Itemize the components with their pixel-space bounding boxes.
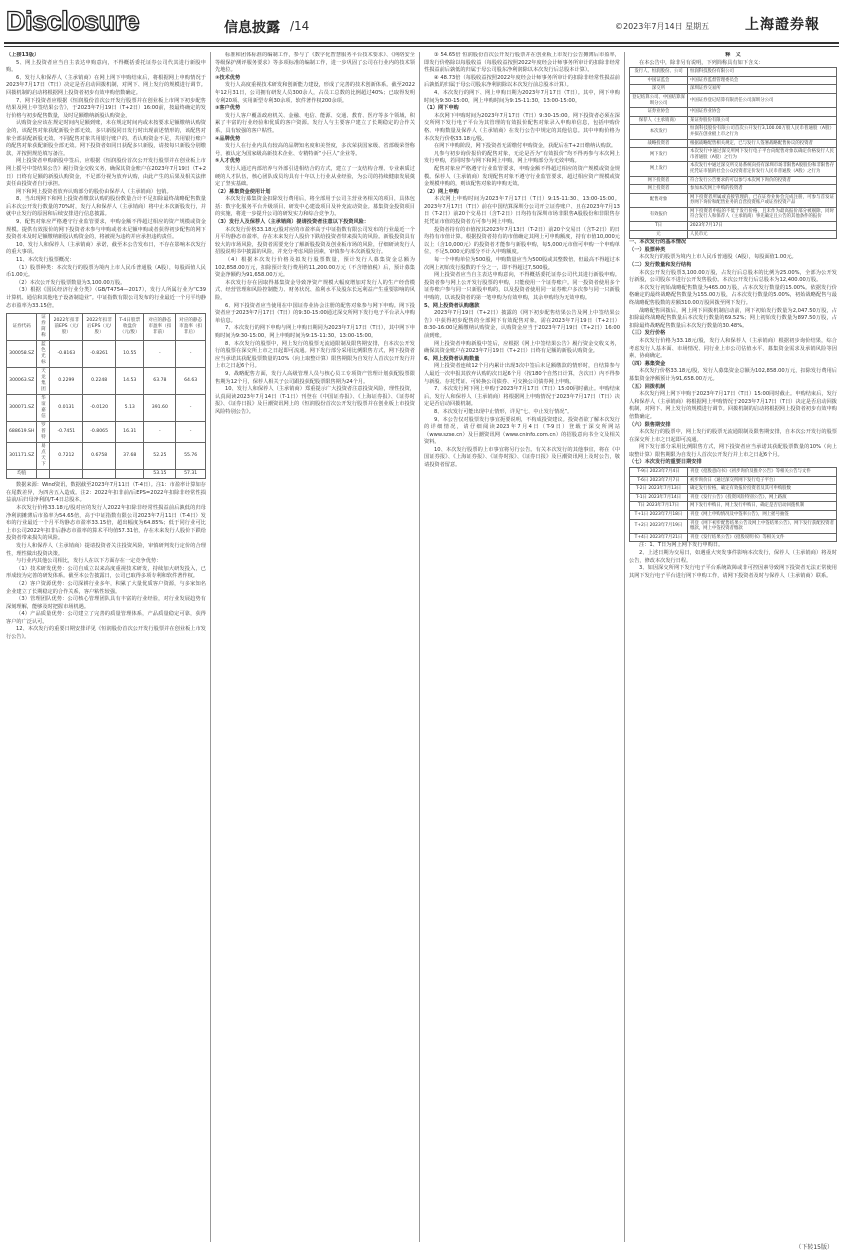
table-row [630,125,837,139]
paragraph: 5、网上投资者应当自主表达申购意向，不得概括委托证券公司代其进行新股申购。 [6,59,206,74]
subheading: （3）发行人及保荐人（主承销商）提请投资者注意以下投资风险： [215,219,370,226]
table-cell: 300058.SZ [7,341,37,368]
table-cell: - [176,422,206,443]
paragraph: 7、本次发行网下网上申购于2023年7月17日（T日）15:00同时截止。申购结束后，发行人和保荐人（主承销商）将根据网上申购情况于2023年7月17日（T日）决定是否启动回拨机制。 [424,386,620,408]
date-cell: T-2日 2023年7月13日 [630,485,688,494]
disclosure-logo: Disclosure [6,6,140,36]
subheading: （2）网上申购 [424,188,459,195]
definition-cell: 某证券股份有限公司 [687,116,836,125]
paragraph: 本次发行价格33.18元/股对应的市盈率高于中证指数有限公司发布的行业最近一个月平均静态市盈率，存在未来发行人股价下跌给投资者带来损失的风险。新股投资具有较大的市场风险，投资者需要充分了解新股投资及创业板市场的风险，仔细研读发行人招股说明书中披露的风险，并充分考虑风险因素，审慎参与本次新股发行。 [215,226,415,256]
term-cell: 证券业协会 [630,108,688,117]
table-cell: -0.7451 [50,422,83,443]
event-cell: 刊登《发行公告》《投资风险特别公告》，网上路演 [687,493,836,502]
definition-cell: 中国证券登记结算有限责任公司深圳分公司 [687,93,836,107]
term-cell: 深交所 [630,85,688,94]
table-row [630,116,837,125]
table-cell: 0.2248 [83,368,116,395]
paragraph: （4）根据本次发行价格及拟发行股票数量，预计发行人募集资金总额为102,858.00万元，扣除预计发行费用约11,200.00万元（不含增值税）后，预计募集资金净额约为91,658.00万元。 [215,257,415,279]
term-cell: 发行人、恒润股份、公司 [630,68,688,77]
paragraph: 8、本次发行可能出现中止情形，详见“七、中止发行情况”。 [434,408,573,415]
subheading: （2）募集资金使用计划 [215,188,271,195]
paragraph: 投资者持有的市值按其2023年7月13日（T-2日）前20个交易日（含T-2日）的日均持有市值计算。根据投资者持有的市值确定其网上可申购额度，持有市值10,000元以上（含10,000元）的投资者才能参与新股申购，每5,000元市值可申购一个申购单位，不足5,000元的部分不计入申购额度。 [424,226,620,256]
table-row [630,68,837,77]
term-cell: 元 [630,230,688,239]
table-cell: - [176,341,206,368]
continued-footer: （下转15版） [795,1244,833,1251]
table-row [7,443,206,470]
paragraph: 网上投资者申购新股中签后，应根据《恒润股份首次公开发行股票并在创业板上市网上摇号中签结果公告》履行资金交收义务，确保其资金账户在2023年7月19日（T+2日）日终有足额的新股认购资金，不足部分视为放弃认购，由此产生的后果及相关法律责任由投资者自行承担。 [6,158,206,188]
event-cell: 网下发行申购日，网上发行申购日，确定是否启动回拨机制 [687,502,836,511]
date-cell: T-9日 2023年7月4日 [630,468,688,477]
paragraph: 网上投资者连续12个月内累计出现3次中签后未足额缴款的情形时，自结算参与人最近一次申报其放弃认购的次日起6个月（按180个自然日计算，含次日）内不得参与新股、存托凭证、可转换公司债券、可交换公司债券网上申购。 [424,363,620,385]
table-cell: 14.53 [116,368,144,395]
subheading: ③客户优势 [215,105,241,112]
term-cell: 战略投资者 [630,139,688,148]
column-divider [419,52,420,1242]
table-cell: -0.8163 [50,341,83,368]
paragraph: （1）技术研发优势：公司自成立以来高度重视技术研发，持续加大研发投入，已形成较为完善的研发体系。截至本公告披露日，公司已取得多项专利和软件著作权。 [6,565,206,580]
event-cell: 刊登《招股意向书》《初步询价及推介公告》等相关公告与文件 [687,468,836,477]
table-cell: 301171.SZ [7,443,37,470]
table-header-cell: 2022年扣非后EPS（元/股） [83,314,116,341]
table-cell: 391.60 [144,395,176,422]
paragraph: 发行人通过内部培养与外部引进相结合的方式，建立了一支结构合理、专业素质过硬的人才队伍，核心团队成员均具有十年以上行业从业经验，为公司的持续健康发展奠定了坚实基础。 [215,165,415,188]
paragraph: 12、本次发行的重要日期安排详见《恒润股份首次公开发行股票并在创业板上市发行公告》。 [6,626,206,641]
definition-cell: 参加本次网上申购的投资者 [687,185,836,194]
paragraph: 本次发行价格为33.18元/股，发行人和保荐人（主承销商）根据初步询价结果，综合考虑发行人基本面、市场情况、同行业上市公司估值水平、募集资金需求及承销风险等因素，协商确定。 [629,337,837,360]
paragraph: 凡参与初步询价报价的配售对象，无论是否为“有效报价”均不得再参与本次网上发行申购，若同时参与网下和网上申购，网上申购部分为无效申购。 [424,150,620,165]
paragraph: （1）股票种类：本次发行的股票为境内上市人民币普通股（A股），每股面值人民币1.00元。 [6,264,206,279]
table-row [630,162,837,176]
table-row [630,533,837,542]
paragraph: 7、本次发行的网下申购与网上申购日期同为2023年7月17日（T日），其中网下申购时间为9:30-15:00，网上申购时间为9:15-11:30，13:00-15:00。 [215,325,415,339]
paragraph: （2）客户资源优势：公司深耕行业多年，积累了大量优质客户资源，与多家知名企业建立了长期稳定的合作关系，客户粘性较强。 [6,580,206,595]
paragraph: 网下和网上投资者放弃认购部分的股份由保荐人（主承销商）包销。 [16,188,172,195]
term-cell: 本次发行 [630,125,688,139]
table-cell: 0.7212 [50,443,83,470]
table-cell [83,470,116,479]
table-cell: 均值 [7,470,37,479]
subheading: （三）发行价格 [629,330,666,337]
table-row [630,493,837,502]
event-cell: 刊登《发行结果公告》《招股说明书》等相关文件 [687,533,836,542]
paragraph: 发行人客户覆盖政府机关、金融、电信、能源、交通、教育、医疗等多个领域，积累了丰富的行业经验和优质的客户资源。发行人与主要客户建立了长期稳定的合作关系，具有较强的客户粘性。 [215,112,415,134]
table-row [630,148,837,162]
table-cell: - [144,422,176,443]
section-title: 信息披露 [224,20,280,36]
table-row [630,222,837,231]
table-header-cell: 对应的静态市盈率（扣非后） [176,314,206,341]
table-cell [50,470,83,479]
paragraph: （4）产品质量优势：公司建立了完善的质量管理体系，产品质量稳定可靠，获得客户的广泛认可。 [6,611,206,625]
article-column-4 [629,52,837,1240]
table-cell: 蓝色光标 [37,341,50,368]
table-cell: 10.55 [116,341,144,368]
page-number: /14 [290,19,310,33]
table-cell [37,470,50,479]
table-row [630,93,837,107]
paragraph: 本次发行初始战略配售数量为465.00万股，占本次发行数量的15.00%。依据发行价格确定的最终战略配售数量为155.00万股，占本次发行数量的5.00%，初始战略配售与最终战略配售股数的差额310.00万股回拨至网下发行。 [629,284,837,306]
table-header-cell: 证券代码 [7,314,37,341]
paragraph: 10、发行人和保荐人（主承销商）承诺，截至本公告发布日，不存在影响本次发行的重大事项。 [6,241,206,256]
header-rule-thin [4,46,839,47]
subheading: （五）回拨机制 [629,383,666,390]
subheading: （七）本次发行的重要日期安排 [629,459,702,466]
definition-cell: 本次发行中通过深交所网下发行电子平台向配售对象以确定价格发行人民币普通股（A股）之行为 [687,148,836,162]
date-cell: T-6日 2023年7月7日 [630,476,688,485]
column-divider [210,52,211,1242]
table-row [630,485,837,494]
table-row [630,139,837,148]
paragraph: 网上投资者应当自主表达申购意向，不得概括委托证券公司代其进行新股申购。投资者参与网上公开发行股票的申购，只能使用一个证券账户。同一投资者使用多个证券账户参与同一只新股申购的，以及投资者使用同一证券账户多次参与同一只新股申购的，以该投资者的第一笔申购为有效申购，其余申购均为无效申购。 [424,272,620,301]
definition-cell: 本次发行中通过深交所交易系统向持有深圳市场非限售A股股份和非限售存托凭证市值的社会公众投资者定价发行人民币普通股（A股）之行为 [687,162,836,176]
table-row [630,85,837,94]
table-cell: 300063.SZ [7,368,37,395]
table-notes: 数据来源：Wind资讯，数据截至2023年7月11日（T-4日）。注1：市盈率计算如存在尾数差异，为四舍五入造成。注2：2022年扣非前/后EPS=2022年扣除非经常性损益前/后归母净利润/T-4日总股本。 [6,482,206,504]
paragraph: （3）根据《国民经济行业分类》（GB/T4754—2017），发行人所属行业为“C39 计算机、通信和其他电子设备制造业”。中证指数有限公司发布的行业最近一个月平均静态市盈率为33.15倍。 [6,287,206,309]
term-cell: 有效报价 [630,207,688,221]
paragraph: 4、本次发行的网下、网上申购日期为2023年7月17日（T日）。其中，网下申购时间为9:30-15:00，网上申购时间为9:15-11:30，13:00-15:00。 [424,89,620,104]
paragraph: 本次发行募集资金扣除发行费用后，将全部用于公司主营业务相关的项目，具体包括：数字化服务平台升级项目、研发中心建设项目及补充流动资金。募集资金投资项目的实施，将进一步提升公司的研发实力和综合竞争力。 [215,196,415,218]
paragraph: 网上投资者申购新股中签后，应根据《网上中签结果公告》履行资金交收义务，确保其资金账户在2023年7月19日（T+2日）日终有足额的新股认购资金。 [424,340,620,355]
term-cell: 配售对象 [630,193,688,207]
paragraph: 7、网下投资者应根据《恒润股份首次公开发行股票并在创业板上市网下初步配售结果及网上中签结果公告》，于2023年7月19日（T+2日）16:00前，按最终确定的发行价格与初步配售数量，及时足额缴纳新股认购资金。 [6,97,206,119]
article-column-3 [424,52,620,1240]
table-row [630,476,837,485]
note: 3、如因深交所网下发行电子平台系统故障或非可控因素导致网下投资者无法正常使用其网下发行电子平台进行网下申购工作，请网下投资者及时与保荐人（主承销商）联系。 [629,565,837,579]
term-cell: 网上发行 [630,162,688,176]
term-cell: 登记结算公司、中国结算深圳分公司 [630,93,688,107]
event-cell: 初步询价日（通过深交所网下发行电子平台） [687,476,836,485]
table-cell: 0.0131 [50,395,83,422]
term-cell: 保荐人（主承销商） [630,116,688,125]
paragraph: 本次网下申购时间为2023年7月17日（T日）9:30-15:00。网下投资者必须在深交所网下发行电子平台为其管理的有效报价配售对象录入申购单信息，包括申购价格、申购数量及保荐人（主承销商）在发行公告中规定的其他信息。其中申购价格为本次发行价格33.18元/股。 [424,112,620,142]
paragraph: 本次发行价格33.18元/股对应的发行人2022年扣除非经常性损益前后孰低的归母净利润摊薄后市盈率为54.65倍，高于中证指数有限公司2023年7月11日（T-4日）发布的行业最近一个月平均静态市盈率33.15倍，超出幅度为64.85%；低于同行业可比上市公司2022年扣非后静态市盈率的算术平均值57.31倍，存在未来发行人股价下跌给投资者带来损失的风险。 [6,504,206,542]
paragraph: 配售对象应严格遵守行业监管要求，申购金额不得超过相应的资产规模或资金规模。保荐人（主承销商）发现配售对象不遵守行业监管要求，超过相应资产规模或资金规模申购的，则该配售对象的申购无效。 [424,165,620,188]
masthead [0,0,843,40]
paragraph: 9、配售对象应严格遵守行业监管要求，申购金额不得超过相应的资产规模或资金规模。提供有效报价的网下投资者未参与申购或者未足额申购或者获得初步配售的网下投资者未及时足额缴纳新股认购资金的，将被视为违约并应承担违约责任。 [6,219,206,241]
table-cell: 53.15 [144,470,176,479]
header-rule [4,42,839,44]
date-cell: T+2日 2023年7月19日 [630,519,688,533]
paragraph: 本次发行的股票为境内上市人民币普通股（A股），每股面值1.00元。 [639,254,797,261]
table-cell: 57.31 [176,470,206,479]
table-row [7,368,206,395]
table-cell: -0.8065 [83,422,116,443]
paragraph: 发行人高度重视技术研发和创新能力建设，形成了完善的技术创新体系。截至2022年12月31日，公司拥有研发人员300余人，占员工总数的比例超过40%；已取得发明专利20项、实用新型专利30余项、软件著作权200余项。 [215,82,415,104]
subheading: （一）股票种类 [629,246,666,253]
subheading: 5、网上投资者认购缴款 [424,302,480,309]
paragraph: 本次网上申购时间为2023年7月17日（T日）9:15-11:30、13:00-15:00。2023年7月17日（T日）前在中国结算深圳分公司开立证券账户、且在2023年7月13日（T-2日）前20个交易日（含T-2日）日均持有深圳市场非限售A股股份和非限售存托凭证市值的投资者方可参与网上申购。 [424,196,620,226]
table-row [630,468,837,477]
article-column-2 [215,52,415,1240]
definition-cell: 根据战略配售相关规定，已与发行人签署战略配售协议的投资者 [687,139,836,148]
paragraph: 在网下申购阶段，网下投资者无需缴付申购资金，获配后在T+2日缴纳认购款。 [434,143,617,150]
schedule-table [629,467,837,542]
issue-date: ©2023年7月14日 星期五 [615,22,710,31]
table-cell [116,470,144,479]
table-row [630,207,837,221]
event-cell: 确定发行价格，确定有效报价投资者及其可申购股数 [687,485,836,494]
table-header-cell: 证券简称 [37,314,50,341]
date-cell: T+1日 2023年7月18日 [630,511,688,520]
paragraph: 8、本次发行的股票中，网上发行的股票无流通限制及限售期安排，自本次公开发行的股票在深交所上市之日起即可流通。网下发行部分采用比例限售方式，网下投资者应当承诺其获配股票数量的10%（向上取整计算）限售期限为自发行人首次公开发行并上市之日起6个月。 [215,340,415,370]
table-row [630,193,837,207]
table-row [630,519,837,533]
paragraph: 标准和团体标准的编制工作，参与了《数字化智慧服务平台技术要求》、《网络安全等级保护测评服务要求》等多项标准的编制工作，进一步巩固了公司在行业内的技术领先地位。 [215,52,415,74]
paragraph: 在本公告中，除非另有说明，下列简称具有如下含义： [639,59,764,66]
table-header-row [7,314,206,341]
term-cell: 网下投资者 [630,176,688,185]
subheading: （六）限售期安排 [629,421,671,428]
table-row [630,176,837,185]
table-cell: 0.2299 [50,368,83,395]
definition-cell: 人民币元 [687,230,836,239]
term-cell: T日 [630,222,688,231]
table-cell: -0.0120 [83,395,116,422]
paragraph: 8、当出现网下和网上投资者缴款认购的股份数量合计不足扣除最终战略配售数量后本次公开发行数量的70%时，发行人和保荐人（主承销商）将中止本次新股发行，并就中止发行的原因和后续安排进行信息披露。 [6,196,206,218]
date-cell: T日 2023年7月17日 [630,502,688,511]
table-row [630,230,837,239]
date-cell: T+4日 2023年7月21日 [630,533,688,542]
paragraph: 本次发行的股票中，网上发行的股票无流通限制及限售期安排，自本次公开发行的股票在深交所上市之日起即可流通。 [629,429,837,443]
table-cell: 5.13 [116,395,144,422]
definition-cell: 中国证券业协会 [687,108,836,117]
definition-cell: 中国证券监督管理委员会 [687,76,836,85]
term-cell: 网下发行 [630,148,688,162]
definitions-table [629,67,837,239]
note: 注：1、T日为网上网下发行申购日。 [639,542,724,549]
table-cell: - [176,395,206,422]
paragraph: 网下发行部分采用比例限售方式，网下投资者应当承诺其获配股票数量的10%（向上取整计算）限售期限为自发行人首次公开发行并上市之日起6个月。 [629,444,837,458]
paragraph: 发行人和保荐人（主承销商）提请投资者关注投资风险，审慎研判发行定价的合理性，理性做出投资决策。 [6,542,206,557]
table-cell: 300071.SZ [7,395,37,422]
paragraph: （3）管理团队优势：公司核心管理团队具有丰富的行业经验，对行业发展趋势有深刻理解，能够及时把握市场机遇。 [6,596,206,610]
paragraph: 6、发行人和保荐人（主承销商）在网上网下申购结束后，将根据网上申购情况于2023年7月17日（T日）决定是否启动回拨机制，对网下、网上发行的规模进行调节。回拨机制的启动将根据网上投资者初步有效申购倍数确定。 [6,74,206,96]
definition-cell: 符合发行公告要求的可以参与本次网下询价的投资者 [687,176,836,185]
paragraph: 每一个申购单位为500股，申购数量应当为500股或其整数倍，但最高不得超过本次网上初始发行股数的千分之一，即不得超过7,500股。 [424,257,620,271]
subheading: ②技术优势 [215,74,241,81]
table-row [630,76,837,85]
table-row [7,395,206,422]
paragraph: 11、本次发行股票概况： [16,257,75,264]
definition-cell: 网下投资者申报的不低于发行价格，且未作为最高报价部分被剔除，同时符合发行人和保荐人（主承销商）事先确定且公告的其他条件的报价 [687,207,836,221]
paragraph: 本次公开发行股票3,100.00万股，占发行后总股本的比例为25.00%，全部为公开发行新股，公司股东不进行公开发售股份。本次公开发行后总股本为12,400.00万股。 [629,269,837,284]
term-cell: 中国证监会 [630,76,688,85]
table-header-cell: 2022年扣非前EPS（元/股） [50,314,83,341]
article-column-1 [6,52,206,1240]
event-cell: 刊登《网上申购情况及中签率公告》，网上摇号抽签 [687,511,836,520]
paragraph: 发行人在行业内具有较高的品牌知名度和美誉度，多次荣获国家级、省部级荣誉称号，被认定为国家级高新技术企业、专精特新“小巨人”企业等。 [215,143,415,157]
paragraph: 本次发行存在因取得募集资金导致净资产规模大幅度增加对发行人的生产经营模式、经营管理和风险控制能力、财务状况、盈利水平及股东长远利益产生重要影响的风险。 [215,279,415,301]
continued-tag: （上接13版） [6,52,40,58]
paragraph: 本次发行价格33.18元/股，发行人募集资金总额为102,858.00万元，扣除发行费用后募集资金净额预计为91,658.00万元。 [629,368,837,382]
section-heading: 一、本次发行的基本情况 [629,239,687,246]
table-cell: 易点天下 [37,443,50,470]
paragraph: （2）本次公开发行股票数量为3,100.00万股。 [16,279,126,286]
table-header-cell: T-4日股票收盘价（元/股） [116,314,144,341]
table-cell: 天龙集团 [37,368,50,395]
paragraph: ③ 54.65倍 恒润股份首次公开发行股票并在创业板上市发行公告摊薄后市盈率，即发行价格除以每股收益（每股收益按照2022年度经会计师事务所审计的扣除非经常性损益前后孰低的归属于母公司股东净利润除以本次发行后总股本计算）。 [424,52,620,74]
paragraph: 9、战略配售方面，发行人高级管理人员与核心员工专项资产管理计划获配股票限售期为12个月，保荐人相关子公司跟投获配股票限售期为24个月。 [215,370,415,385]
table-cell: 0.6758 [83,443,116,470]
column-divider [624,52,625,1242]
definition-cell: 2023年7月17日 [687,222,836,231]
table-row [630,511,837,520]
paragraph: 认购资金应该在规定时间内足额到账，未在规定时间内或未按要求足额缴纳认购资金的，该配售对象获配新股全部无效。多只新股同日发行时出现前述情形的，该配售对象全部获配新股无效。不同配售对象共用银行账户的，若认购资金不足，共用银行账户的配售对象获配新股全部无效。网下投资者如同日获配多只新股，请按每只新股分别缴款，并按照规范填写备注。 [6,120,206,157]
paragraph: 本次发行网上网下申购于2023年7月17日（T日）15:00同时截止。申购结束后，发行人和保荐人（主承销商）将根据网上申购情况于2023年7月17日（T日）决定是否启动回拨机制，对网下、网上发行的规模进行调节。回拨机制的启动将根据网上投资者初步有效申购倍数确定。 [629,391,837,420]
subheading: ④品牌优势 [215,135,241,142]
table-row [7,422,206,443]
table-cell: 华谊嘉信 [37,395,50,422]
table-row [630,502,837,511]
table-cell: 37.68 [116,443,144,470]
table-header-cell: 对应的静态市盈率（扣非前） [144,314,176,341]
paragraph: 10、发行人和保荐人（主承销商）郑重提示广大投资者注意投资风险，理性投资，认真阅读2023年7月14日（T-1日）刊登在《中国证券报》、《上海证券报》、《证券时报》、《证券日报》及巨潮资讯网上的《恒润股份首次公开发行股票并在创业板上市投资风险特别公告》。 [215,386,415,415]
newspaper-brand: 上海證券報 [745,17,820,33]
table-cell: -0.8261 [83,341,116,368]
paragraph: 6、网下投资者应当使用在中国证券业协会注册的配售对象参与网下申购。网下投资者应于2023年7月17日（T日）的9:30-15:00通过深交所网下发行电子平台录入申购单信息。 [215,302,415,324]
subheading: 6、网上投资者认购数量 [424,355,480,362]
note: 2、上述日期为交易日，如遇重大突发事件影响本次发行，保荐人（主承销商）将及时公告，修改本次发行日程。 [629,550,837,564]
definition-cell: 恒润科技股份有限公司 [687,68,836,77]
table-row [630,108,837,117]
comparable-companies-table [6,313,206,479]
definition-cell: 网下投资者所属或直接管理的，已在证券业协会完成注册，可参与首发证券网下询价和配售业务的自营投资账户或证券投资产品 [687,193,836,207]
table-row [7,341,206,368]
event-cell: 刊登《网下初步配售结果公告及网上中签结果公告》，网下发行获配投资者缴款，网上中签投资者缴款 [687,519,836,533]
subheading: （二）发行数量和发行结构 [629,262,692,269]
table-average-row [7,470,206,479]
definition-cell: 恒润科技股份有限公司首次公开发行3,100.00万股人民币普通股（A股）并拟在创业板上市之行为 [687,125,836,139]
table-cell: 52.25 [144,443,176,470]
term-cell: 网上投资者 [630,185,688,194]
table-cell: - [144,341,176,368]
paragraph: 与行业内其他公司相比，发行人在以下方面存在一定竞争优势： [16,558,162,565]
subheading: （1）网下申购 [424,105,459,112]
paragraph: 9、本公告仅对股票发行事宜扼要说明，不构成投资建议。投资者欲了解本次发行的详细情况，请仔细阅读2023年7月4日（T-9日）登载于深交所网站（www.szse.cn）及巨潮资讯网（www.cninfo.com.cn）的招股意向书全文及相关资料。 [424,416,620,446]
table-cell: 64.63 [176,368,206,395]
table-cell: 688619.SH [7,422,37,443]
definition-cell: 深圳证券交易所 [687,85,836,94]
date-cell: T-1日 2023年7月14日 [630,493,688,502]
paragraph: ④ 48.73倍（每股收益按照2022年度经会计师事务所审计的扣除非经常性损益前后孰低的归属于母公司股东净利润除以本次发行前总股本计算）。 [424,74,620,89]
subheading: （四）募集资金 [629,360,666,367]
table-cell: 罗普特 [37,422,50,443]
table-row [630,185,837,194]
definitions-title: 释 义 [725,52,741,58]
table-cell: 55.76 [176,443,206,470]
subheading: ⑤人才优势 [215,158,241,165]
table-cell: 16.31 [116,422,144,443]
paragraph: 2023年7月19日（T+2日）披露的《网下初步配售结果公告及网上中签结果公告》中获得初步配售的全部网下有效配售对象，需在2023年7月19日（T+2日）8:30-16:00足额缴纳认购资金，认购资金应当于2023年7月19日（T+2日）16:00前到账。 [424,310,620,339]
paragraph: 10、本次发行股票的上市事宜将另行公告。有关本次发行的其他事宜，将在《中国证券报》、《上海证券报》、《证券时报》、《证券日报》及巨潮资讯网上及时公告，敬请投资者留意。 [424,446,620,469]
paragraph: 战略配售回拨后，网上网下回拨机制启动前，网下初始发行数量为2,047.50万股，占扣除最终战略配售数量后本次发行数量的69.52%；网上初始发行数量为897.50万股，占扣除最终战略配售数量后本次发行数量的30.48%。 [629,307,837,329]
table-cell: 63.78 [144,368,176,395]
